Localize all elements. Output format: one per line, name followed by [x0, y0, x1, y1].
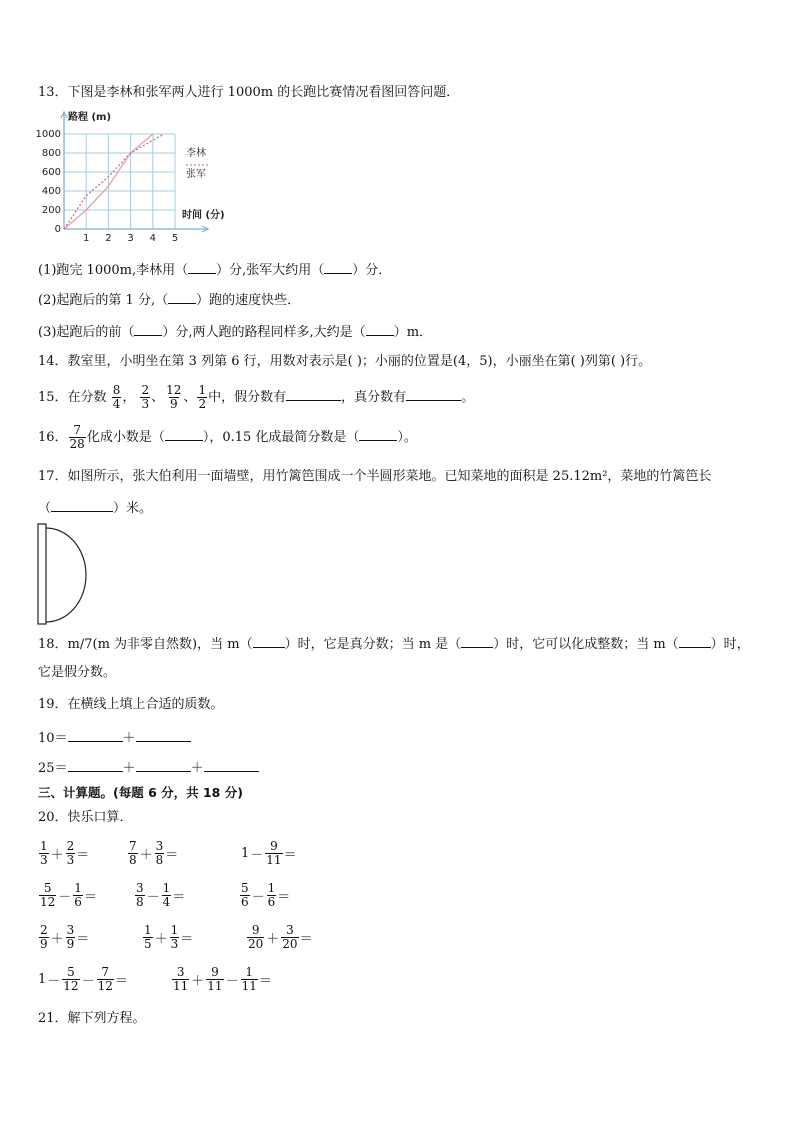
x-tick-label: 5 — [171, 233, 179, 244]
question-19-row1: 10＝ ＋ — [38, 728, 191, 748]
answer-blank[interactable] — [51, 498, 113, 512]
answer-blank[interactable] — [165, 427, 203, 441]
y-tick-label: 1000 — [36, 129, 61, 140]
answer-blank[interactable] — [134, 322, 162, 336]
calc-item: $\frac{7}{8}$ ＋ $\frac{3}{8}$ ＝ — [129, 839, 179, 867]
answer-blank[interactable] — [188, 260, 216, 274]
semicircle-garden-figure — [36, 520, 96, 630]
question-13-sub2: (2)起跑后的第 1 分,（ ）跑的速度快些． — [38, 290, 300, 310]
calc-item: 1 － $\frac{5}{12}$ － $\frac{7}{12}$ ＝ — [38, 965, 128, 993]
answer-blank[interactable] — [136, 758, 191, 772]
question-18-line1: 18．m/7(m 为非零自然数)，当 m（ ）时，它是真分数；当 m 是（ ）时，它可以化成整数；当 m（ ）时， — [38, 634, 750, 654]
question-13-sub1: (1)跑完 1000m,李林用（ ）分,张军大约用（ ）分． — [38, 260, 391, 280]
fraction: $\frac{8}{4}$ — [112, 383, 121, 411]
calc-item: $\frac{3}{11}$ ＋ $\frac{9}{11}$ － $\frac{1}{11}$ ＝ — [173, 965, 272, 993]
y-tick-label: 200 — [41, 205, 61, 216]
answer-blank[interactable] — [253, 634, 285, 648]
fraction: $\frac{12}{9}$ — [166, 383, 182, 411]
answer-blank[interactable] — [679, 634, 711, 648]
x-tick-label: 3 — [127, 233, 134, 244]
answer-blank[interactable] — [406, 387, 461, 401]
legend-label-lilin: 李林 — [186, 148, 206, 159]
y-tick-label: 0 — [54, 224, 61, 235]
y-tick-label: 800 — [41, 148, 61, 159]
question-19-row2: 25＝ ＋ ＋ — [38, 758, 259, 778]
question-15: 15．在分数 $\frac{8}{4}$ ， $\frac{2}{3}$ 、 $\frac{12}{9}$ 、 $\frac{1}{2}$ 中，假分数有 ，真分数有 。 — [38, 383, 475, 411]
question-13-sub3: (3)起跑后的前（ ）分,两人跑的路程同样多,大约是（ ）m． — [38, 322, 432, 342]
calc-item: $\frac{3}{8}$ － $\frac{1}{4}$ ＝ — [136, 881, 186, 909]
question-14: 14．教室里，小明坐在第 3 列第 6 行，用数对表示是( )；小丽的位置是(4，5)，小丽坐在第( )列第( )行。 — [38, 354, 652, 369]
legend-label-zhangjun: 张军 — [186, 169, 206, 180]
y-tick-label: 600 — [41, 167, 61, 178]
question-20-title: 20．快乐口算． — [38, 810, 133, 825]
answer-blank[interactable] — [136, 728, 191, 742]
answer-blank[interactable] — [461, 634, 493, 648]
y-tick-label: 400 — [41, 186, 61, 197]
question-13-title: 13．下图是李林和张军两人进行 1000m 的长跑比赛情况看图回答问题． — [38, 85, 460, 100]
answer-blank[interactable] — [204, 758, 259, 772]
calc-item: $\frac{5}{12}$ － $\frac{1}{6}$ ＝ — [40, 881, 97, 909]
calc-item: 1 － $\frac{9}{11}$ ＝ — [241, 839, 297, 867]
y-axis-label: 路程 (m) — [68, 112, 112, 123]
fraction: $\frac{7}{28}$ — [69, 423, 85, 451]
question-19-title: 19．在横线上填上合适的质数。 — [38, 697, 224, 712]
question-17-line2: （ ）米。 — [38, 498, 152, 518]
running-chart — [36, 110, 276, 245]
calc-item: $\frac{2}{9}$ ＋ $\frac{3}{9}$ ＝ — [40, 923, 90, 951]
semicircle-fence — [46, 528, 86, 622]
calc-item: $\frac{5}{6}$ － $\frac{1}{6}$ ＝ — [241, 881, 291, 909]
fraction: $\frac{1}{2}$ — [198, 383, 207, 411]
question-21-title: 21．解下列方程。 — [38, 1011, 146, 1026]
answer-blank[interactable] — [359, 427, 397, 441]
question-17-line1: 17．如图所示，张大伯利用一面墙壁，用竹篱笆围成一个半圆形菜地。已知菜地的面积是 25.12m²，菜地的竹篱笆长 — [38, 469, 712, 484]
fraction: $\frac{2}{3}$ — [141, 383, 150, 411]
section-3-title: 三、计算题。(每题 6 分，共 18 分) — [38, 785, 243, 800]
x-tick-label: 4 — [149, 233, 156, 244]
x-tick-label: 2 — [105, 233, 112, 244]
answer-blank[interactable] — [324, 260, 352, 274]
question-18-line2: 它是假分数。 — [38, 665, 117, 680]
x-tick-label: 1 — [83, 233, 90, 244]
series-line-zhangjun — [64, 134, 164, 229]
calc-item: $\frac{1}{5}$ ＋ $\frac{1}{3}$ ＝ — [144, 923, 194, 951]
answer-blank[interactable] — [366, 322, 394, 336]
answer-blank[interactable] — [68, 728, 123, 742]
calc-item: $\frac{9}{20}$ ＋ $\frac{3}{20}$ ＝ — [248, 923, 313, 951]
calc-item: $\frac{1}{3}$ ＋ $\frac{2}{3}$ ＝ — [40, 839, 90, 867]
answer-blank[interactable] — [286, 387, 341, 401]
wall — [38, 524, 46, 624]
question-16: 16． $\frac{7}{28}$ 化成小数是（ ），0.15 化成最简分数是（ ）。 — [38, 423, 417, 451]
answer-blank[interactable] — [168, 290, 196, 304]
x-axis-label: 时间 (分) — [182, 210, 225, 221]
answer-blank[interactable] — [68, 758, 123, 772]
